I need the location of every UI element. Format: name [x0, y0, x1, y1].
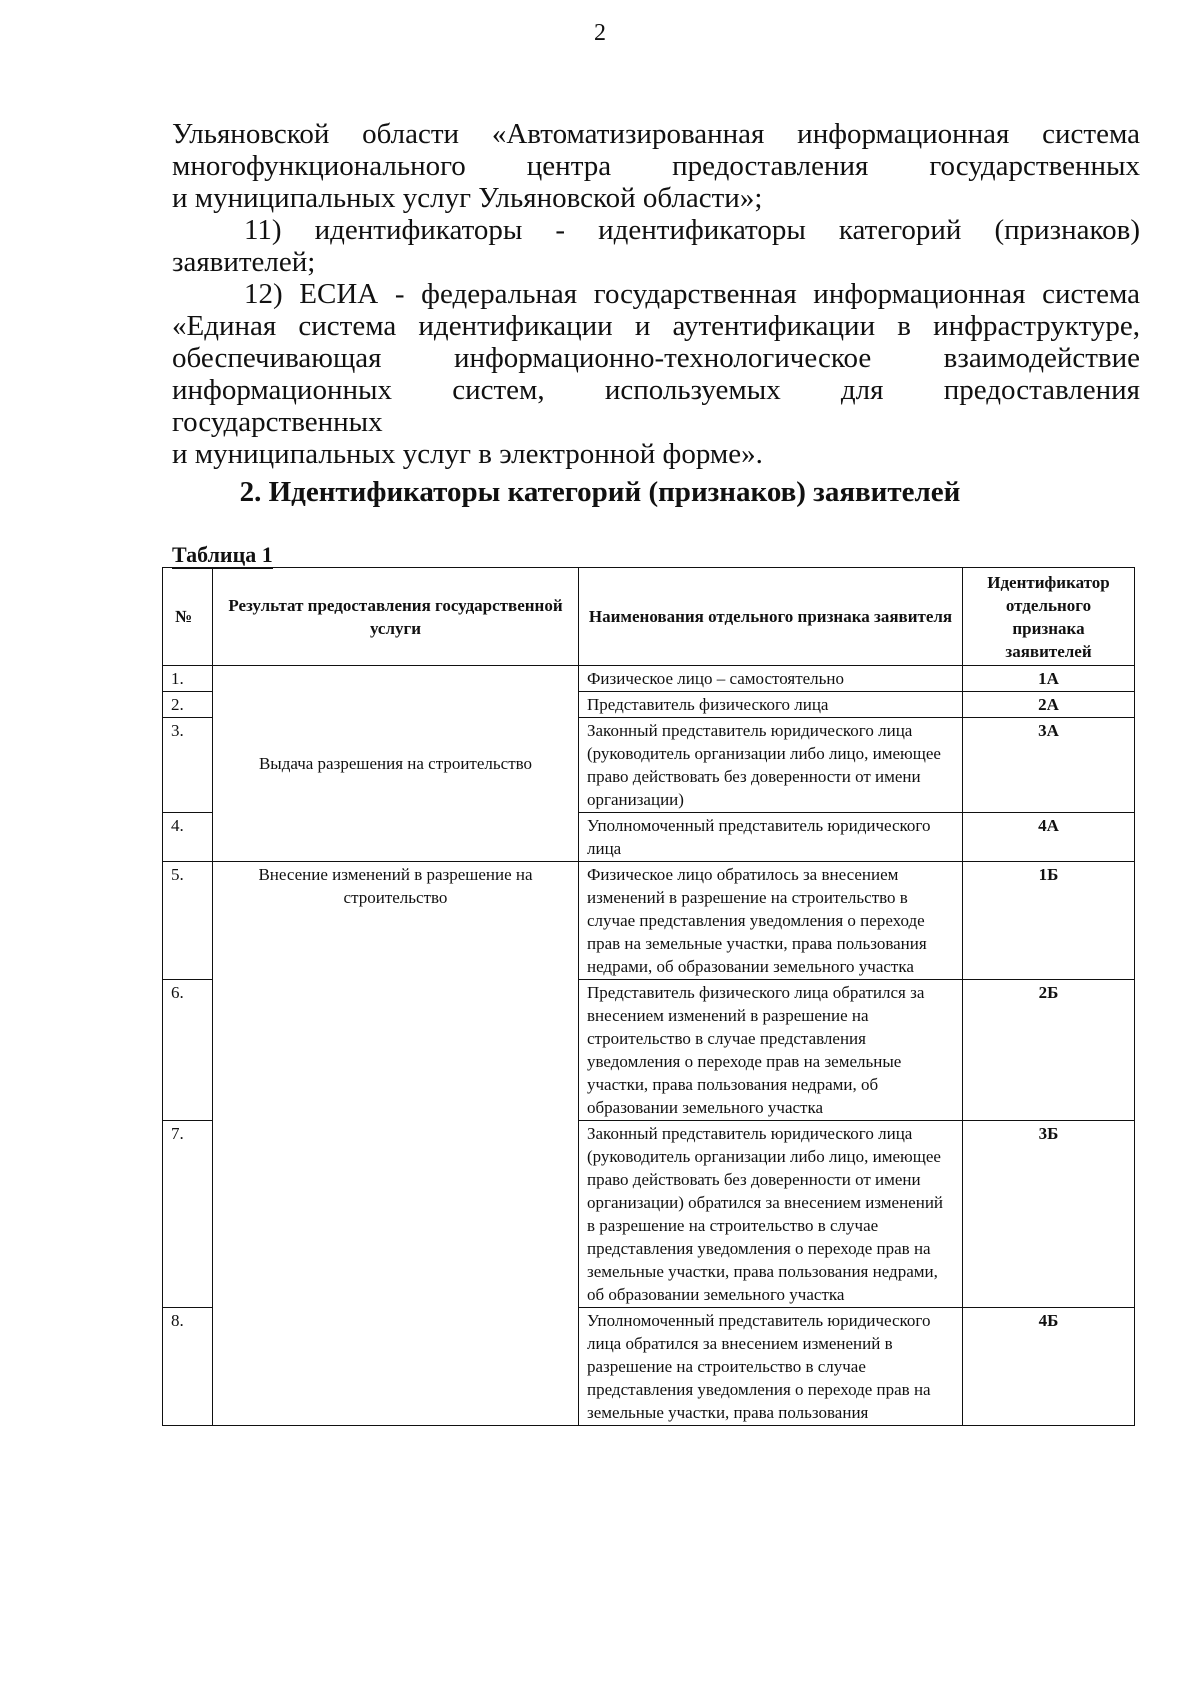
row-name: Физическое лицо – самостоятельно — [579, 666, 963, 692]
body-text — [172, 118, 1140, 470]
row-id: 2А — [963, 692, 1135, 718]
body-line: «Единая система идентификации и аутентификации в инфраструктуре, — [172, 310, 1140, 342]
table-caption: Таблица 1 — [172, 542, 273, 567]
row-number: 1. — [163, 666, 213, 692]
row-id: 4А — [963, 813, 1135, 862]
row-id: 3А — [963, 718, 1135, 813]
header-result: Результат предоставления государственной услуги — [213, 568, 579, 666]
row-number: 7. — [163, 1121, 213, 1308]
result-cell: Внесение изменений в разрешение на строительство — [213, 862, 579, 1426]
row-number: 4. — [163, 813, 213, 862]
result-cell: Выдача разрешения на строительство — [213, 666, 579, 862]
table-row — [163, 666, 1135, 692]
identifiers-table — [162, 567, 1135, 1426]
row-id: 4Б — [963, 1308, 1135, 1426]
body-line: 11) идентификаторы - идентификаторы категорий (признаков) — [244, 214, 1140, 246]
row-number: 8. — [163, 1308, 213, 1426]
table-row — [163, 862, 1135, 980]
section-heading: 2. Идентификаторы категорий (признаков) заявителей — [239, 476, 961, 508]
row-name: Законный представитель юридического лица (руководитель организации либо лицо, имеющее право действовать без доверенности от имени организации) — [579, 718, 963, 813]
row-name: Уполномоченный представитель юридического лица — [579, 813, 963, 862]
table-header-row — [163, 568, 1135, 666]
header-num: № — [163, 568, 213, 666]
header-name: Наименования отдельного признака заявителя — [579, 568, 963, 666]
row-number: 2. — [163, 692, 213, 718]
row-number: 5. — [163, 862, 213, 980]
row-id: 2Б — [963, 980, 1135, 1121]
row-name: Представитель физического лица обратился за внесением изменений в разрешение на строительство в случае представления уведомления о переходе прав на земельные участки, права пользования недрами, об образовании земельного участка — [579, 980, 963, 1121]
body-line: Ульяновской области «Автоматизированная информационная система — [172, 118, 1140, 150]
row-name: Законный представитель юридического лица (руководитель организации либо лицо, имеющее право действовать без доверенности от имени организации) обратился за внесением изменений в разрешение на строительство в случае представления уведомления о переходе прав на земельные участки, права пользования недрами, об образовании земельного участка — [579, 1121, 963, 1308]
page-number: 2 — [594, 20, 606, 46]
body-line: заявителей; — [172, 246, 316, 278]
row-name: Представитель физического лица — [579, 692, 963, 718]
body-line: многофункционального центра предоставления государственных — [172, 150, 1140, 182]
header-id: Идентификатор отдельного признака заявителей — [963, 568, 1135, 666]
row-name: Уполномоченный представитель юридического лица обратился за внесением изменений в разрешение на строительство в случае представления уведомления о переходе прав на земельные участки, права пользования — [579, 1308, 963, 1426]
row-id: 3Б — [963, 1121, 1135, 1308]
row-name: Физическое лицо обратилось за внесением изменений в разрешение на строительство в случае представления уведомления о переходе прав на земельные участки, права пользования недрами, об образовании земельного участка — [579, 862, 963, 980]
body-line: 12) ЕСИА - федеральная государственная информационная система — [244, 278, 1140, 310]
row-number: 6. — [163, 980, 213, 1121]
body-line: информационных систем, используемых для предоставления государственных — [172, 374, 1140, 438]
body-line: обеспечивающая информационно-технологическое взаимодействие — [172, 342, 1140, 374]
body-line: и муниципальных услуг Ульяновской области»; — [172, 182, 763, 214]
row-number: 3. — [163, 718, 213, 813]
row-id: 1Б — [963, 862, 1135, 980]
body-line: и муниципальных услуг в электронной форме». — [172, 438, 763, 470]
row-id: 1А — [963, 666, 1135, 692]
